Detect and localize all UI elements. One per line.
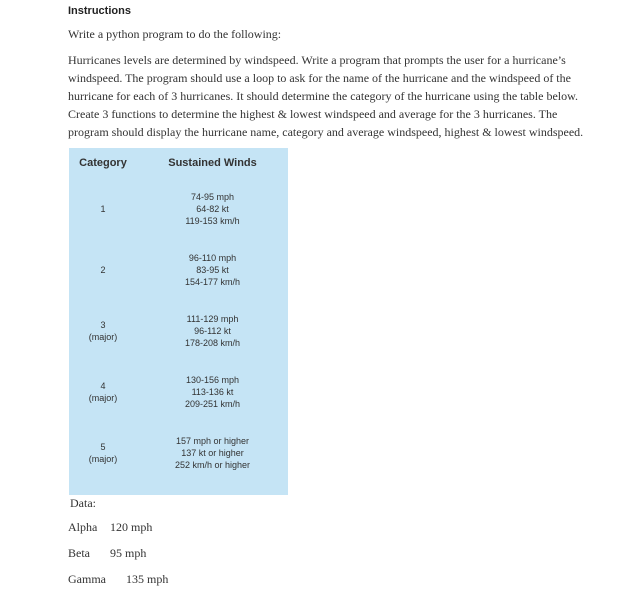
data-row-gamma bbox=[68, 572, 168, 587]
winds-kmh: 178-208 km/h bbox=[184, 337, 241, 348]
data-label: Data: bbox=[70, 496, 96, 510]
table-row bbox=[69, 300, 288, 361]
paragraph-line: Create 3 functions to determine the highest & lowest windspeed and average for the 3 hurricanes. The bbox=[68, 107, 558, 121]
winds-kt: 83-95 kt bbox=[196, 264, 229, 275]
hurricane-speed: 95 mph bbox=[110, 546, 147, 560]
data-row-beta bbox=[68, 546, 146, 561]
winds-kmh: 154-177 km/h bbox=[184, 276, 241, 287]
table-header-row bbox=[69, 148, 288, 178]
winds-cell bbox=[137, 178, 288, 239]
winds-mph: 74-95 mph bbox=[190, 191, 235, 202]
winds-cell bbox=[137, 361, 288, 422]
category-major-label: (major) bbox=[88, 453, 118, 464]
winds-kmh: 119-153 km/h bbox=[185, 215, 240, 226]
column-header-sustained-winds: Sustained Winds bbox=[168, 157, 257, 169]
winds-kt: 137 kt or higher bbox=[181, 447, 244, 458]
category-value: 1 bbox=[100, 203, 106, 214]
category-value: 5 bbox=[100, 441, 106, 452]
winds-cell bbox=[137, 300, 288, 361]
hurricane-name: Beta bbox=[68, 546, 90, 560]
instructions-paragraph bbox=[68, 51, 628, 141]
hurricane-name: Gamma bbox=[68, 572, 106, 586]
winds-mph: 130-156 mph bbox=[185, 374, 240, 385]
table-row bbox=[69, 422, 288, 483]
category-major-label: (major) bbox=[88, 392, 118, 403]
category-value: 3 bbox=[100, 319, 106, 330]
category-cell bbox=[69, 422, 137, 483]
category-table bbox=[69, 148, 288, 483]
winds-kt: 113-136 kt bbox=[191, 386, 234, 397]
data-row-alpha bbox=[68, 520, 152, 535]
table-row bbox=[69, 178, 288, 239]
winds-kmh: 209-251 km/h bbox=[184, 398, 241, 409]
winds-mph: 111-129 mph bbox=[186, 313, 239, 324]
category-cell bbox=[69, 361, 137, 422]
table-row bbox=[69, 361, 288, 422]
category-cell bbox=[69, 239, 137, 300]
winds-kmh: 252 km/h or higher bbox=[174, 459, 251, 470]
winds-mph: 96-110 mph bbox=[188, 252, 237, 263]
winds-cell bbox=[137, 239, 288, 300]
category-value: 4 bbox=[100, 380, 106, 391]
instructions-heading: Instructions bbox=[68, 5, 131, 17]
paragraph-line: hurricane for each of 3 hurricanes. It should determine the category of the hurricane using the table below. bbox=[68, 89, 579, 103]
category-value: 2 bbox=[100, 264, 106, 275]
category-cell bbox=[69, 178, 137, 239]
paragraph-line: program should display the hurricane name, category and average windspeed, highest & lowest windspeed. bbox=[68, 125, 584, 139]
hurricane-name: Alpha bbox=[68, 520, 98, 534]
table-row bbox=[69, 239, 288, 300]
hurricane-speed: 120 mph bbox=[110, 520, 153, 534]
winds-kt: 64-82 kt bbox=[196, 203, 229, 214]
column-header-category: Category bbox=[79, 157, 127, 169]
hurricane-category-table bbox=[69, 148, 288, 495]
winds-kt: 96-112 kt bbox=[194, 325, 231, 336]
hurricane-speed: 135 mph bbox=[126, 572, 169, 586]
winds-cell bbox=[137, 422, 288, 483]
category-major-label: (major) bbox=[88, 331, 118, 342]
paragraph-line: windspeed. The program should use a loop to ask for the name of the hurricane and the windspeed of the bbox=[68, 71, 571, 85]
category-cell bbox=[69, 300, 137, 361]
paragraph-line: Hurricanes levels are determined by windspeed. Write a program that prompts the user for a hurricane’s bbox=[68, 53, 566, 67]
winds-mph: 157 mph or higher bbox=[175, 435, 250, 446]
intro-text: Write a python program to do the following: bbox=[68, 27, 282, 41]
